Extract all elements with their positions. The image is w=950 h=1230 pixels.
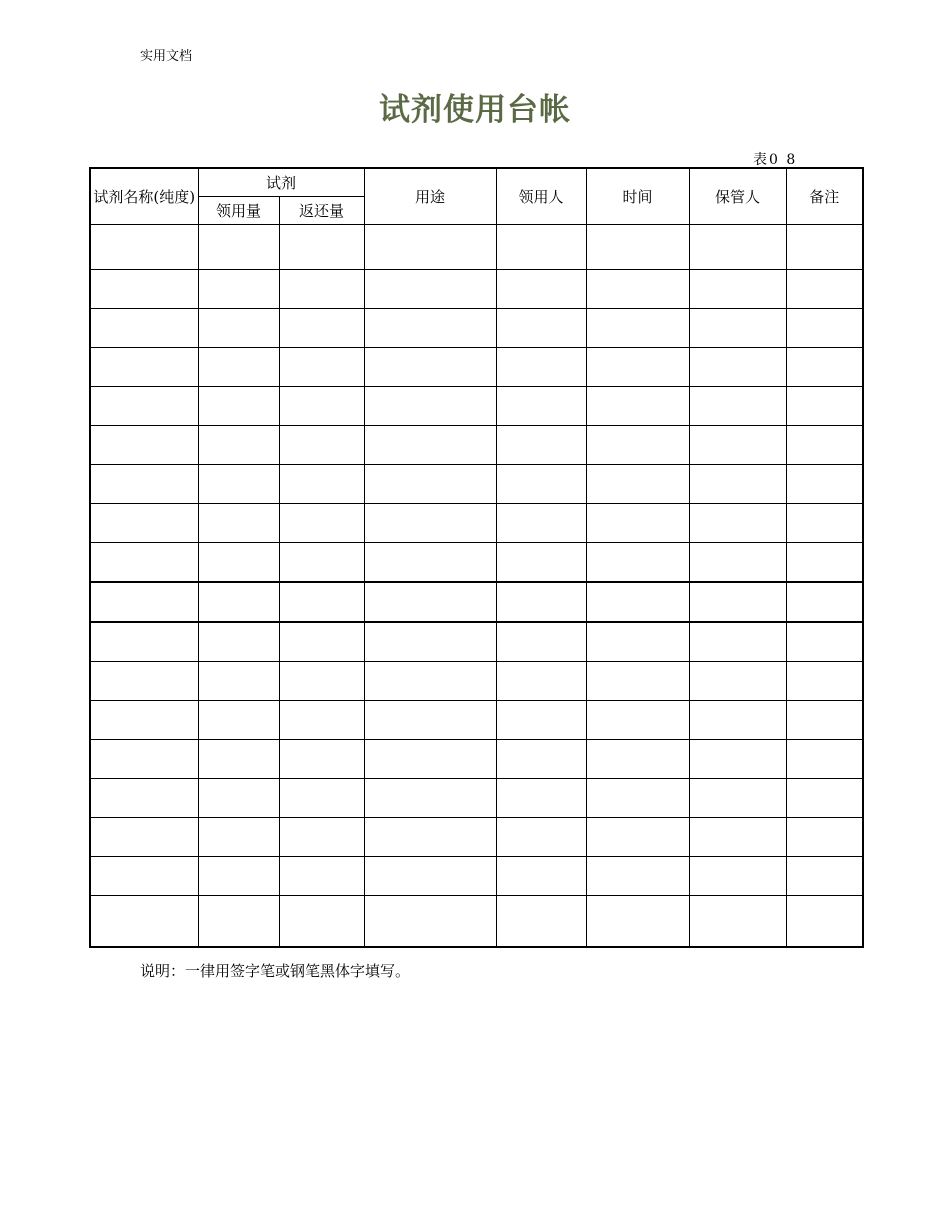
- cell-reagent-name[interactable]: [90, 426, 198, 465]
- header-reagent-group: 试剂: [198, 168, 364, 197]
- cell-reagent-name[interactable]: [90, 896, 198, 948]
- cell-keeper[interactable]: [689, 426, 786, 465]
- cell-recipient[interactable]: [496, 504, 586, 543]
- cell-purpose[interactable]: [364, 348, 496, 387]
- cell-returned-qty[interactable]: [279, 622, 364, 662]
- cell-returned-qty[interactable]: [279, 582, 364, 622]
- cell-recipient[interactable]: [496, 582, 586, 622]
- cell-remarks[interactable]: [786, 426, 863, 465]
- cell-keeper[interactable]: [689, 270, 786, 309]
- cell-purpose[interactable]: [364, 896, 496, 948]
- cell-remarks[interactable]: [786, 818, 863, 857]
- cell-time[interactable]: [586, 779, 689, 818]
- cell-purpose[interactable]: [364, 309, 496, 348]
- cell-purpose[interactable]: [364, 387, 496, 426]
- cell-time[interactable]: [586, 818, 689, 857]
- cell-keeper[interactable]: [689, 740, 786, 779]
- cell-reagent-name[interactable]: [90, 818, 198, 857]
- cell-recipient[interactable]: [496, 309, 586, 348]
- cell-time[interactable]: [586, 348, 689, 387]
- cell-remarks[interactable]: [786, 740, 863, 779]
- cell-purpose[interactable]: [364, 543, 496, 583]
- cell-received-qty[interactable]: [198, 504, 279, 543]
- table-row: [90, 701, 863, 740]
- cell-purpose[interactable]: [364, 225, 496, 270]
- form-number: 表0 8: [753, 152, 798, 168]
- cell-keeper[interactable]: [689, 622, 786, 662]
- cell-remarks[interactable]: [786, 225, 863, 270]
- cell-purpose[interactable]: [364, 622, 496, 662]
- cell-reagent-name[interactable]: [90, 387, 198, 426]
- page-title: 试剂使用台帐: [379, 92, 571, 128]
- cell-recipient[interactable]: [496, 701, 586, 740]
- cell-time[interactable]: [586, 225, 689, 270]
- cell-keeper[interactable]: [689, 543, 786, 583]
- cell-keeper[interactable]: [689, 504, 786, 543]
- cell-recipient[interactable]: [496, 662, 586, 701]
- cell-reagent-name[interactable]: [90, 857, 198, 896]
- cell-received-qty[interactable]: [198, 543, 279, 583]
- cell-received-qty[interactable]: [198, 662, 279, 701]
- table-row: [90, 896, 863, 948]
- reagent-ledger-table: [89, 167, 864, 948]
- header-returned-qty: 返还量: [279, 197, 364, 225]
- header-remarks: 备注: [786, 168, 863, 225]
- cell-purpose[interactable]: [364, 270, 496, 309]
- cell-time[interactable]: [586, 270, 689, 309]
- cell-keeper[interactable]: [689, 387, 786, 426]
- cell-reagent-name[interactable]: [90, 465, 198, 504]
- cell-returned-qty[interactable]: [279, 896, 364, 948]
- header-recipient: 领用人: [496, 168, 586, 225]
- cell-received-qty[interactable]: [198, 426, 279, 465]
- cell-keeper[interactable]: [689, 857, 786, 896]
- table-row: [90, 309, 863, 348]
- cell-received-qty[interactable]: [198, 387, 279, 426]
- cell-reagent-name[interactable]: [90, 348, 198, 387]
- table-row: [90, 779, 863, 818]
- cell-received-qty[interactable]: [198, 740, 279, 779]
- cell-keeper[interactable]: [689, 348, 786, 387]
- cell-time[interactable]: [586, 582, 689, 622]
- cell-reagent-name[interactable]: [90, 309, 198, 348]
- cell-received-qty[interactable]: [198, 225, 279, 270]
- cell-received-qty[interactable]: [198, 701, 279, 740]
- cell-returned-qty[interactable]: [279, 387, 364, 426]
- table-row: [90, 387, 863, 426]
- cell-returned-qty[interactable]: [279, 465, 364, 504]
- cell-purpose[interactable]: [364, 465, 496, 504]
- cell-time[interactable]: [586, 662, 689, 701]
- cell-received-qty[interactable]: [198, 270, 279, 309]
- cell-recipient[interactable]: [496, 270, 586, 309]
- cell-returned-qty[interactable]: [279, 701, 364, 740]
- table-row: [90, 426, 863, 465]
- cell-keeper[interactable]: [689, 896, 786, 948]
- cell-reagent-name[interactable]: [90, 662, 198, 701]
- cell-returned-qty[interactable]: [279, 662, 364, 701]
- cell-time[interactable]: [586, 426, 689, 465]
- cell-purpose[interactable]: [364, 701, 496, 740]
- cell-remarks[interactable]: [786, 582, 863, 622]
- cell-purpose[interactable]: [364, 504, 496, 543]
- cell-reagent-name[interactable]: [90, 270, 198, 309]
- cell-time[interactable]: [586, 309, 689, 348]
- cell-recipient[interactable]: [496, 818, 586, 857]
- cell-received-qty[interactable]: [198, 582, 279, 622]
- cell-recipient[interactable]: [496, 779, 586, 818]
- cell-recipient[interactable]: [496, 426, 586, 465]
- table-row: [90, 225, 863, 270]
- cell-received-qty[interactable]: [198, 896, 279, 948]
- table-row: [90, 582, 863, 622]
- cell-returned-qty[interactable]: [279, 818, 364, 857]
- cell-returned-qty[interactable]: [279, 779, 364, 818]
- ledger-body: [90, 225, 863, 948]
- cell-reagent-name[interactable]: [90, 504, 198, 543]
- cell-time[interactable]: [586, 622, 689, 662]
- footnote: 说明：一律用签字笔或钢笔黑体字填写。: [140, 962, 411, 980]
- cell-keeper[interactable]: [689, 662, 786, 701]
- cell-keeper[interactable]: [689, 309, 786, 348]
- cell-recipient[interactable]: [496, 896, 586, 948]
- cell-received-qty[interactable]: [198, 309, 279, 348]
- cell-returned-qty[interactable]: [279, 348, 364, 387]
- cell-time[interactable]: [586, 504, 689, 543]
- cell-received-qty[interactable]: [198, 465, 279, 504]
- cell-keeper[interactable]: [689, 701, 786, 740]
- table-row: [90, 543, 863, 583]
- cell-time[interactable]: [586, 387, 689, 426]
- cell-received-qty[interactable]: [198, 348, 279, 387]
- cell-reagent-name[interactable]: [90, 701, 198, 740]
- cell-remarks[interactable]: [786, 348, 863, 387]
- cell-returned-qty[interactable]: [279, 309, 364, 348]
- cell-keeper[interactable]: [689, 465, 786, 504]
- table-row: [90, 504, 863, 543]
- header-note: 实用文档: [140, 49, 193, 64]
- cell-reagent-name[interactable]: [90, 740, 198, 779]
- cell-remarks[interactable]: [786, 270, 863, 309]
- cell-purpose[interactable]: [364, 662, 496, 701]
- table-row: [90, 348, 863, 387]
- cell-remarks[interactable]: [786, 309, 863, 348]
- table-row: [90, 662, 863, 701]
- cell-received-qty[interactable]: [198, 818, 279, 857]
- cell-remarks[interactable]: [786, 387, 863, 426]
- cell-returned-qty[interactable]: [279, 270, 364, 309]
- table-row: [90, 857, 863, 896]
- cell-recipient[interactable]: [496, 622, 586, 662]
- cell-returned-qty[interactable]: [279, 426, 364, 465]
- cell-returned-qty[interactable]: [279, 857, 364, 896]
- cell-recipient[interactable]: [496, 225, 586, 270]
- header-reagent-name: 试剂名称(纯度): [90, 168, 198, 225]
- cell-recipient[interactable]: [496, 543, 586, 583]
- cell-returned-qty[interactable]: [279, 504, 364, 543]
- table-row: [90, 818, 863, 857]
- table-row: [90, 465, 863, 504]
- cell-purpose[interactable]: [364, 740, 496, 779]
- cell-remarks[interactable]: [786, 857, 863, 896]
- cell-time[interactable]: [586, 701, 689, 740]
- cell-received-qty[interactable]: [198, 857, 279, 896]
- cell-time[interactable]: [586, 896, 689, 948]
- cell-remarks[interactable]: [786, 701, 863, 740]
- header-time: 时间: [586, 168, 689, 225]
- cell-returned-qty[interactable]: [279, 543, 364, 583]
- header-purpose: 用途: [364, 168, 496, 225]
- cell-remarks[interactable]: [786, 622, 863, 662]
- header-received-qty: 领用量: [198, 197, 279, 225]
- cell-purpose[interactable]: [364, 779, 496, 818]
- cell-keeper[interactable]: [689, 818, 786, 857]
- cell-reagent-name[interactable]: [90, 225, 198, 270]
- table-row: [90, 270, 863, 309]
- cell-purpose[interactable]: [364, 857, 496, 896]
- cell-recipient[interactable]: [496, 387, 586, 426]
- cell-purpose[interactable]: [364, 818, 496, 857]
- cell-remarks[interactable]: [786, 896, 863, 948]
- cell-time[interactable]: [586, 857, 689, 896]
- cell-time[interactable]: [586, 543, 689, 583]
- cell-remarks[interactable]: [786, 465, 863, 504]
- cell-keeper[interactable]: [689, 225, 786, 270]
- cell-purpose[interactable]: [364, 426, 496, 465]
- cell-received-qty[interactable]: [198, 779, 279, 818]
- table-row: [90, 740, 863, 779]
- cell-remarks[interactable]: [786, 662, 863, 701]
- cell-reagent-name[interactable]: [90, 543, 198, 583]
- cell-reagent-name[interactable]: [90, 622, 198, 662]
- cell-recipient[interactable]: [496, 348, 586, 387]
- cell-returned-qty[interactable]: [279, 225, 364, 270]
- cell-received-qty[interactable]: [198, 622, 279, 662]
- cell-recipient[interactable]: [496, 857, 586, 896]
- header-keeper: 保管人: [689, 168, 786, 225]
- cell-time[interactable]: [586, 465, 689, 504]
- cell-recipient[interactable]: [496, 740, 586, 779]
- cell-time[interactable]: [586, 740, 689, 779]
- cell-keeper[interactable]: [689, 582, 786, 622]
- cell-purpose[interactable]: [364, 582, 496, 622]
- cell-keeper[interactable]: [689, 779, 786, 818]
- cell-remarks[interactable]: [786, 543, 863, 583]
- cell-remarks[interactable]: [786, 504, 863, 543]
- table-row: [90, 622, 863, 662]
- cell-reagent-name[interactable]: [90, 779, 198, 818]
- cell-recipient[interactable]: [496, 465, 586, 504]
- cell-remarks[interactable]: [786, 779, 863, 818]
- cell-reagent-name[interactable]: [90, 582, 198, 622]
- cell-returned-qty[interactable]: [279, 740, 364, 779]
